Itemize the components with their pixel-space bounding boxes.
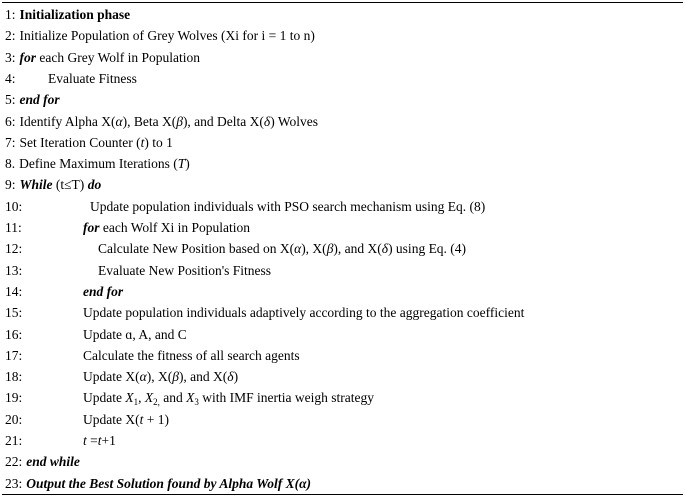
- line-number: 19:: [5, 390, 23, 406]
- line-number: 21:: [5, 433, 23, 448]
- line-text-segment: ), and X(: [333, 241, 382, 257]
- line-text-segment: +1: [101, 433, 116, 448]
- line-text-segment: ): [185, 156, 190, 172]
- line-text-segment: Define Maximum Iterations (: [19, 156, 178, 172]
- line-text-segment: α: [139, 369, 147, 385]
- line-text: [20, 177, 102, 192]
- algorithm-line: [5, 174, 680, 195]
- algorithm-line: [5, 409, 680, 430]
- line-text: [83, 345, 300, 366]
- line-text: [83, 387, 374, 408]
- line-text-segment: and: [159, 390, 187, 406]
- line-text-segment: t: [97, 433, 102, 448]
- line-text-segment: Update: [83, 390, 126, 406]
- algorithm-line: [5, 153, 680, 174]
- algorithm-line: [5, 324, 680, 345]
- line-text-segment: t: [83, 433, 87, 448]
- bottom-rule: [2, 494, 683, 495]
- line-text: [98, 238, 466, 259]
- line-text-segment: each Wolf Xi in Population: [99, 220, 251, 235]
- algorithm-line: [5, 345, 680, 366]
- line-text-segment: with IMF inertia weigh strategy: [198, 390, 374, 406]
- line-number: 22:: [5, 454, 23, 470]
- line-text-segment: end for: [19, 92, 60, 108]
- line-text-segment: α: [294, 241, 302, 257]
- line-number: 10:: [5, 198, 23, 214]
- algorithm-line: [5, 196, 680, 217]
- line-text-segment: X: [144, 390, 154, 406]
- line-text: [83, 302, 524, 323]
- algorithm-line: [5, 217, 680, 238]
- line-text-segment: ) to 1: [144, 134, 173, 150]
- line-number: 18:: [5, 369, 23, 385]
- line-text: [20, 28, 315, 43]
- algorithm-line: [5, 25, 680, 46]
- line-text: [20, 114, 318, 129]
- line-text-segment: for: [83, 220, 100, 235]
- line-text-segment: 3: [194, 397, 199, 408]
- line-text-segment: While: [19, 177, 53, 193]
- algorithm-line: [5, 4, 680, 25]
- line-text-segment: α: [115, 113, 123, 129]
- line-number: 20:: [5, 411, 23, 427]
- line-text-segment: do: [87, 177, 102, 193]
- line-text-segment: ), Beta X(: [122, 113, 177, 129]
- line-text: [48, 68, 137, 89]
- algorithm-line: [5, 238, 680, 259]
- line-text: [20, 92, 60, 107]
- line-text: [20, 135, 173, 150]
- line-text-segment: + 1): [143, 411, 169, 427]
- line-number: 14:: [5, 283, 23, 299]
- line-text-segment: Identify Alpha X(: [19, 113, 116, 129]
- line-text-segment: Update population individuals adaptively according to the aggregation coefficient: [83, 305, 525, 321]
- line-number: 6:: [5, 113, 16, 129]
- line-number: 5:: [5, 92, 16, 108]
- line-text-segment: each Grey Wolf in Population: [36, 49, 201, 65]
- line-text-segment: T: [177, 156, 186, 172]
- line-number: 1:: [5, 7, 16, 22]
- line-text-segment: Initialize Population of Grey Wolves (Xi for i = 1 to n): [19, 28, 315, 44]
- line-text-segment: ), and Delta X(: [182, 113, 264, 129]
- line-text-segment: Output the Best Solution found by Alpha Wolf X(α): [26, 475, 312, 491]
- line-number: 3:: [5, 49, 16, 65]
- line-text-segment: X: [186, 390, 195, 406]
- line-text-segment: Initialization phase: [19, 7, 131, 22]
- line-text-segment: Update X(: [83, 369, 140, 385]
- line-text-segment: δ: [227, 369, 234, 385]
- algorithm-line: [5, 132, 680, 153]
- line-text-segment: 1: [133, 397, 139, 408]
- line-number: 12:: [5, 241, 23, 257]
- line-text: [26, 476, 311, 491]
- line-number: 4:: [5, 70, 16, 86]
- algorithm-line: [5, 260, 680, 281]
- line-text-segment: ), X(: [301, 241, 327, 257]
- line-text: [83, 366, 238, 387]
- line-text: [26, 454, 80, 469]
- line-text: [20, 50, 201, 65]
- line-number: 2:: [5, 28, 16, 44]
- line-text-segment: β: [172, 369, 179, 385]
- line-number: 13:: [5, 262, 23, 278]
- line-text-segment: Update ɑ, A, and C: [83, 326, 187, 342]
- line-text-segment: for: [19, 49, 37, 65]
- line-text: [83, 281, 123, 302]
- line-text-segment: Calculate the fitness of all search agents: [83, 347, 300, 363]
- line-text-segment: ) Wolves: [270, 113, 318, 129]
- algorithm-line: [5, 111, 680, 132]
- line-text-segment: =: [86, 433, 98, 448]
- line-number: 17:: [5, 347, 23, 363]
- line-text-segment: end for: [83, 283, 124, 299]
- line-text-segment: 2,: [153, 397, 160, 408]
- line-number: 11:: [5, 220, 22, 235]
- algorithm-block: [2, 0, 683, 497]
- line-number: 16:: [5, 326, 23, 342]
- algorithm-line: [5, 366, 680, 387]
- line-text: [90, 196, 485, 217]
- algorithm-line: [5, 281, 680, 302]
- line-number: 23:: [5, 475, 23, 491]
- line-text-segment: β: [176, 113, 183, 129]
- line-text: [20, 7, 131, 22]
- algorithm-line: [5, 451, 680, 472]
- line-text-segment: X: [125, 390, 134, 406]
- line-text-segment: t: [140, 134, 145, 150]
- algorithm-line: [5, 430, 680, 451]
- line-text-segment: δ: [381, 241, 389, 257]
- line-text-segment: Set Iteration Counter (: [19, 134, 141, 150]
- line-text-segment: ), and X(: [178, 369, 228, 385]
- line-text-segment: t: [139, 411, 144, 427]
- line-text-segment: ) using Eq. (4): [388, 241, 467, 257]
- algorithm-line: [5, 47, 680, 68]
- algorithm-line: [5, 387, 680, 408]
- line-text: [83, 324, 187, 345]
- line-text: [19, 156, 190, 171]
- line-text-segment: ), X(: [146, 369, 173, 385]
- algorithm-line: [5, 68, 680, 89]
- top-rule: [2, 2, 683, 3]
- line-text-segment: Calculate New Position based on X(: [98, 241, 295, 257]
- line-text-segment: Evaluate Fitness: [48, 70, 137, 86]
- line-text-segment: δ: [263, 113, 271, 129]
- line-text-segment: Update population individuals with PSO search mechanism using Eq. (8): [90, 198, 486, 214]
- line-text-segment: Evaluate New Position's Fitness: [98, 262, 272, 278]
- line-text-segment: ,: [138, 390, 145, 406]
- line-text: [83, 217, 250, 238]
- line-text-segment: end while: [26, 454, 80, 470]
- line-text-segment: ): [233, 369, 239, 385]
- algorithm-line: [5, 473, 680, 494]
- line-text-segment: (t≤T): [52, 177, 88, 193]
- line-number: 15:: [5, 305, 23, 321]
- algorithm-line: [5, 302, 680, 323]
- algorithm-line: [5, 89, 680, 110]
- line-number: 9:: [5, 177, 16, 193]
- line-text: [98, 260, 271, 281]
- line-text: [83, 409, 169, 430]
- line-text-segment: Update X(: [83, 411, 140, 427]
- line-number: 8.: [5, 156, 16, 172]
- line-text-segment: β: [326, 241, 334, 257]
- line-text: [83, 430, 116, 451]
- line-number: 7:: [5, 134, 16, 150]
